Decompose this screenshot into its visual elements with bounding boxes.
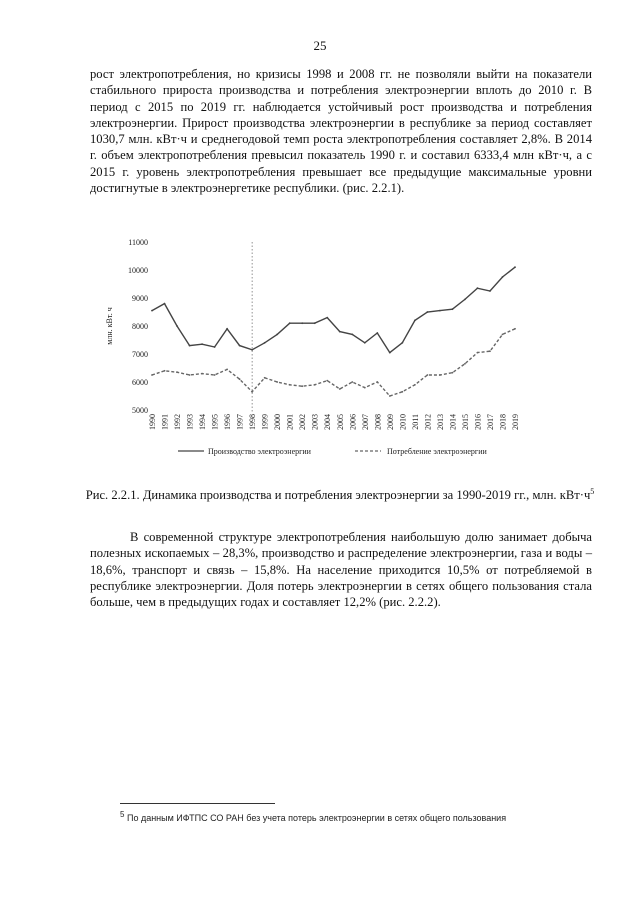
consumption-data-point	[314, 384, 316, 386]
production-data-point	[464, 299, 466, 301]
x-tick-label: 2009	[385, 414, 395, 430]
production-data-point	[351, 334, 353, 336]
consumption-data-point	[189, 374, 191, 376]
production-data-point	[176, 325, 178, 327]
consumption-data-point	[389, 395, 391, 397]
x-tick-label: 2019	[511, 414, 520, 430]
y-tick-label: 5000	[132, 406, 148, 415]
production-data-point	[477, 287, 479, 289]
consumption-data-point	[201, 373, 203, 375]
footnote	[120, 810, 590, 823]
consumption-data-point	[326, 380, 328, 382]
consumption-data-point	[514, 328, 516, 330]
x-tick-label: 2015	[460, 414, 470, 430]
consumption-data-point	[426, 374, 428, 376]
x-tick-label: 2003	[310, 414, 320, 430]
x-tick-label: 2001	[285, 414, 295, 430]
consumption-data-point	[452, 372, 454, 374]
y-tick-label: 11000	[128, 238, 148, 247]
x-tick-label: 2006	[348, 414, 358, 430]
production-data-point	[489, 290, 491, 292]
consumption-data-point	[376, 381, 378, 383]
production-data-point	[226, 328, 228, 330]
x-tick-label: 1995	[210, 414, 220, 430]
x-tick-label: 2014	[448, 414, 458, 430]
y-tick-label: 10000	[128, 266, 148, 275]
x-tick-label: 2005	[335, 414, 345, 430]
consumption-data-point	[401, 391, 403, 393]
production-data-point	[164, 303, 166, 305]
production-data-point	[401, 342, 403, 344]
y-tick-label: 8000	[132, 322, 148, 331]
production-data-point	[514, 266, 516, 268]
line-chart	[100, 232, 520, 462]
consumption-data-point	[489, 350, 491, 352]
x-tick-label: 1994	[198, 414, 208, 430]
body-paragraph-1: рост электропотребления, но кризисы 1998 и 2008 гг. не позволяли выйти на показатели стабильного прироста производства и потребления электроэнергии вплоть до 2010 г. В период с 2015 по 2019 гг. наблюдается устойчивый рост производства и потребления электроэнергии. Прирост производства электроэнергии в республике за период составляет 1030,7 млн. кВт·ч и среднегодовой темп роста электропотребления составляет 2,8%. В 2014 г. объем электропотребления превысил показатель 1990 г. и составил 6333,4 млн кВт·ч, а с 2015 г. уровень электропотребления превышает все предыдущие максимальные уровни достигнутые в электроэнергетике республики. (рис. 2.2.1).	[90, 67, 592, 196]
consumption-data-point	[151, 374, 153, 376]
page-number: 25	[313, 38, 327, 53]
x-tick-label: 1997	[235, 414, 245, 430]
footnote-mark: 5	[120, 810, 125, 819]
x-tick-label: 1998	[248, 414, 258, 430]
x-tick-label: 2016	[473, 414, 483, 430]
x-tick-label: 2013	[435, 414, 445, 430]
production-data-point	[214, 346, 216, 348]
production-data-point	[264, 342, 266, 344]
consumption-data-point	[176, 371, 178, 373]
body-paragraph-2: В современной структуре электропотребления наибольшую долю занимает добыча полезных ископаемых – 28,3%, производство и распределение электроэнергии, газа и воды – 18,6%, транспорт и связь – 15,8%. На население приходится 10,5% от потребляемой в республике электроэнергии. Доля потерь электроэнергии в сетях общего пользования стала больше, чем в предыдущих годах и составляет 12,2% (рис. 2.2.2).	[90, 530, 592, 610]
production-data-point	[339, 331, 341, 333]
footnote-reference: 5	[590, 487, 595, 496]
x-tick-label: 1993	[185, 414, 195, 430]
production-data-point	[289, 322, 291, 324]
consumption-data-point	[364, 387, 366, 389]
production-data-point	[452, 308, 454, 310]
x-tick-label: 1996	[223, 414, 233, 430]
production-data-point	[414, 320, 416, 322]
production-data-point	[364, 342, 366, 344]
production-data-point	[189, 345, 191, 347]
production-data-point	[251, 349, 253, 351]
production-data-point	[502, 276, 504, 278]
production-data-point	[201, 343, 203, 345]
x-tick-label: 1999	[260, 414, 270, 430]
figure-caption-text: Рис. 2.2.1. Динамика производства и потребления электроэнергии за 1990-2019 гг., млн. кВт·ч	[85, 488, 591, 503]
consumption-data-point	[301, 385, 303, 387]
production-data-point	[426, 311, 428, 313]
consumption-series-line	[152, 329, 515, 396]
x-tick-label: 2017	[485, 414, 495, 430]
legend-label-production: Производство электроэнергии	[208, 447, 311, 456]
x-tick-label: 2008	[373, 414, 383, 430]
x-tick-label: 1992	[173, 414, 183, 430]
production-data-point	[314, 322, 316, 324]
consumption-data-point	[351, 381, 353, 383]
consumption-data-point	[214, 374, 216, 376]
x-tick-label: 1990	[148, 414, 157, 430]
consumption-data-point	[414, 384, 416, 386]
consumption-data-point	[264, 377, 266, 379]
production-data-point	[301, 322, 303, 324]
production-data-point	[326, 317, 328, 319]
x-tick-label: 2010	[398, 414, 408, 430]
x-tick-label: 2011	[410, 414, 420, 430]
figure-caption	[60, 484, 620, 503]
production-data-point	[151, 310, 153, 312]
y-tick-label: 6000	[132, 378, 148, 387]
footnote-text: По данным ИФТПС СО РАН без учета потерь электроэнергии в сетях общего пользования	[126, 813, 507, 823]
consumption-data-point	[164, 370, 166, 372]
footnote-divider	[120, 803, 275, 804]
x-tick-label: 2018	[498, 414, 508, 430]
production-data-point	[239, 345, 241, 347]
x-tick-label: 2012	[423, 414, 433, 430]
x-tick-label: 2002	[298, 414, 308, 430]
consumption-data-point	[339, 388, 341, 390]
y-axis-label: млн. кВт. ч	[105, 307, 114, 345]
x-tick-label: 2007	[360, 414, 370, 430]
y-tick-label: 9000	[132, 294, 148, 303]
consumption-data-point	[439, 374, 441, 376]
consumption-data-point	[289, 384, 291, 386]
production-data-point	[389, 352, 391, 354]
consumption-data-point	[477, 352, 479, 354]
consumption-data-point	[251, 391, 253, 393]
consumption-data-point	[226, 369, 228, 371]
consumption-data-point	[464, 363, 466, 365]
consumption-data-point	[239, 378, 241, 380]
consumption-data-point	[502, 334, 504, 336]
consumption-data-point	[276, 381, 278, 383]
production-data-point	[276, 334, 278, 336]
x-tick-label: 1991	[160, 414, 170, 430]
x-tick-label: 2004	[323, 414, 333, 430]
x-tick-label: 2000	[273, 414, 283, 430]
y-tick-label: 7000	[132, 350, 148, 359]
production-data-point	[376, 332, 378, 334]
legend-label-consumption: Потребление электроэнергии	[387, 447, 487, 456]
production-series-line	[152, 267, 515, 352]
production-data-point	[439, 310, 441, 312]
